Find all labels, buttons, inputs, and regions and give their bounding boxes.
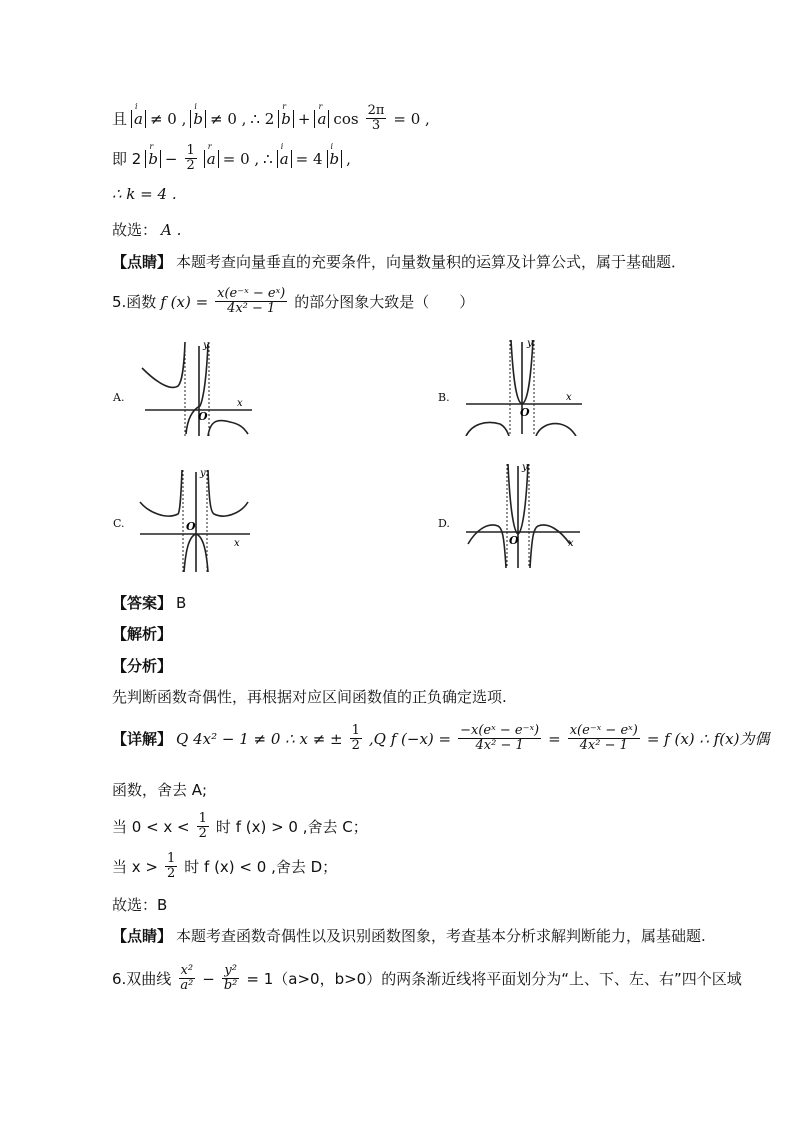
- xiangjie-line: 【详解】 Q 4x² − 1 ≠ 0 ∴ x ≠ ± $\frac{1}{2}$ ,Q f (−x) = $\frac{\text{−x(eˣ − e⁻ˣ)}}{\text{4x² − 1}}$ = $\frac{\text{x(e⁻ˣ − eˣ)}}{\text{4x² − 1}}$ = f (x) ∴ f(x)为偶: [112, 723, 770, 754]
- text-therefore: ∴ 2: [250, 109, 275, 128]
- abs-a-4: i a: [277, 150, 292, 168]
- text-ne0-b: ≠ 0 ,: [210, 109, 247, 128]
- option-b-label: B.: [438, 391, 450, 404]
- text-ji: 即 2: [112, 150, 142, 169]
- line-guxuan-a: 故选： A .: [112, 220, 182, 239]
- fraction-half: $\frac{1}{2}$: [186, 143, 195, 174]
- text-eq0: = 0 ,: [393, 109, 430, 128]
- line-dianjing-2: 【点睛】 本题考查函数奇偶性以及识别函数图象，考查基本分析求解判断能力，属基础题.: [112, 927, 706, 945]
- option-c-label: C.: [113, 517, 125, 530]
- abs-a-3: r a: [204, 150, 219, 168]
- text-ne0: ≠ 0 ,: [149, 109, 187, 128]
- line-case-1: 当 0 < x < $\frac{1}{2}$ 时 f (x) > 0 ,舍去 C；: [112, 811, 368, 842]
- abs-a-2: r a: [314, 110, 329, 128]
- text-eq4: = 4: [295, 149, 323, 168]
- question-5: 5.函数 f (x) = $\frac{\text{x(e⁻ˣ − eˣ)}}{\text{4x² − 1}}$ 的部分图象大致是（ ）: [112, 286, 475, 317]
- text-minus: −: [164, 149, 178, 168]
- svg-text:x: x: [566, 392, 572, 403]
- svg-text:y: y: [527, 338, 533, 349]
- svg-text:O: O: [509, 534, 519, 547]
- fraction-x2-a2: $\frac{\text{x²}}{\text{a²}}$: [180, 963, 194, 994]
- fraction-2pi-3: $\frac{2\pi}{3}$: [367, 103, 385, 134]
- line-condition: [112, 101, 430, 134]
- fraction-y2-b2: $\frac{\text{y²}}{\text{b²}}$: [223, 963, 238, 994]
- abs-b: i b: [190, 110, 206, 128]
- x-label: x: [237, 398, 243, 409]
- fraction-function: $\frac{\text{x(e⁻ˣ − eˣ)}}{\text{4x² − 1}}$: [217, 286, 286, 317]
- jiexi-heading: 【解析】: [112, 625, 173, 643]
- text-comma: ,: [346, 149, 351, 168]
- text-qie: 且: [112, 110, 128, 129]
- fraction-half-4: $\frac{1}{2}$: [166, 851, 176, 882]
- svg-text:O: O: [520, 406, 530, 419]
- svg-text:x: x: [568, 538, 574, 549]
- text-eq0-2: = 0 ,: [222, 149, 260, 168]
- fraction-f-neg-x: $\frac{\text{−x(eˣ − e⁻ˣ)}}{\text{4x² − 1}}$: [460, 723, 540, 754]
- graph-option-a: [140, 338, 260, 438]
- abs-a: i a: [131, 110, 146, 128]
- line-case-2: 当 x > $\frac{1}{2}$ 时 f (x) < 0 ,舍去 D；: [112, 851, 338, 882]
- graph-option-c: [138, 466, 258, 576]
- question-6: 6.双曲线 $\frac{\text{x²}}{\text{a²}}$ − $\frac{\text{y²}}{\text{b²}}$ = 1（a>0，b>0）的两条渐近线将平面划分为“上、下、左、右”四个区域: [112, 963, 742, 994]
- fraction-half-2: $\frac{1}{2}$: [351, 723, 360, 754]
- line-guxuan-b: 故选：B: [112, 896, 168, 914]
- y-label: y: [203, 340, 209, 351]
- line-dianjing-1: 【点睛】 本题考查向量垂直的充要条件，向量数量积的运算及计算公式，属于基础题．: [112, 253, 687, 271]
- svg-text:x: x: [234, 538, 240, 549]
- line-derivation: [112, 141, 351, 174]
- fenxi-heading: 【分析】: [112, 657, 173, 675]
- graph-option-b: [464, 336, 584, 436]
- text-plus: +: [297, 109, 311, 128]
- svg-text:O: O: [186, 520, 196, 533]
- option-d-label: D.: [438, 517, 450, 530]
- option-a-label: A.: [113, 391, 125, 404]
- fraction-half-3: $\frac{1}{2}$: [198, 811, 207, 842]
- line-even-function: 函数，舍去 A;: [112, 781, 208, 799]
- origin-label: O: [198, 410, 208, 423]
- line-k: ∴ k = 4 .: [112, 185, 177, 203]
- text-therefore-2: ∴: [263, 149, 273, 168]
- svg-text:y: y: [522, 462, 528, 473]
- abs-b-3: r b: [145, 150, 161, 168]
- text-cos: cos: [333, 109, 359, 128]
- answer-line: 【答案】 B: [112, 593, 187, 612]
- fenxi-text: 先判断函数奇偶性，再根据对应区间函数值的正负确定选项.: [112, 688, 507, 706]
- abs-b-4: i b: [327, 150, 343, 168]
- fraction-f-x: $\frac{\text{x(e⁻ˣ − eˣ)}}{\text{4x² − 1}}$: [569, 723, 638, 754]
- abs-b-2: r b: [278, 110, 294, 128]
- graph-option-d: [464, 460, 584, 570]
- svg-text:y: y: [200, 468, 206, 479]
